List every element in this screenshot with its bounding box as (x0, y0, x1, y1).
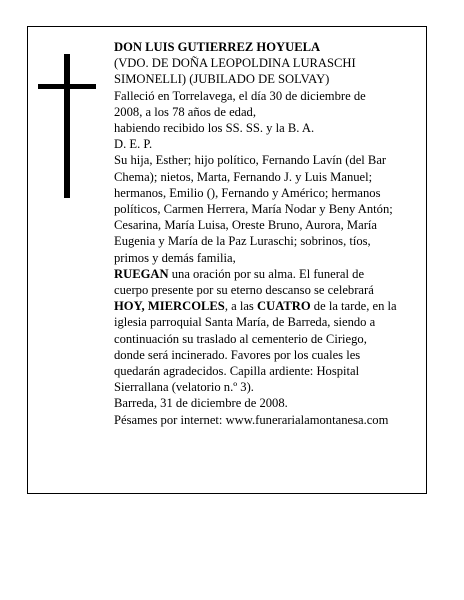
place-date-line: Barreda, 31 de diciembre de 2008. (114, 396, 288, 411)
notice-line: Falleció en Torrelavega, el día 30 de diciembre de (114, 88, 366, 103)
funeral-hour: CUATRO (257, 299, 311, 314)
funeral-mid: , a las (224, 299, 257, 314)
condolences-website-line: Pésames por internet: www.funerarialamontanesa.com (114, 412, 389, 427)
notice-line: iglesia parroquial Santa María, de Barreda, siendo a (114, 315, 376, 330)
funeral-day: HOY, MIERCOLES (114, 299, 225, 314)
notice-line: hermanos, Emilio (), Fernando y Américo; hermanos (114, 185, 381, 200)
notice-line: SIMONELLI) (JUBILADO DE SOLVAY) (114, 72, 330, 87)
notice-line: D. E. P. (114, 137, 153, 152)
notice-line: cuerpo presente por su eterno descanso se celebrará (114, 283, 374, 298)
notice-line: Sierrallana (velatorio n.º 3). (114, 380, 254, 395)
notice-line: primos y demás familia, (114, 250, 236, 265)
notice-line: habiendo recibido los SS. SS. y la B. A. (114, 121, 315, 136)
notice-line: (VDO. DE DOÑA LEOPOLDINA LURASCHI (114, 56, 356, 71)
funeral-rest: de la tarde, en la (310, 299, 397, 314)
notice-line: Cesarina, María Luisa, Oreste Bruno, Aurora, María (114, 218, 377, 233)
notice-line: 2008, a los 78 años de edad, (114, 104, 256, 119)
ruegan-line (114, 266, 419, 282)
notice-line: quedarán agradecidos. Capilla ardiente: Hospital (114, 364, 360, 379)
notice-line: Su hija, Esther; hijo político, Fernando Lavín (del Bar (114, 153, 387, 168)
deceased-name: DON LUIS GUTIERREZ HOYUELA (114, 40, 321, 54)
obituary-text (114, 39, 419, 428)
notice-line: Chema); nietos, Marta, Fernando J. y Luis Manuel; (114, 169, 373, 184)
notice-line: continuación su traslado al cementerio de Ciriego, (114, 331, 367, 346)
notice-line: donde será incinerado. Favores por los cuales les (114, 347, 361, 362)
cross-icon-vertical-bar (64, 54, 70, 198)
cross-icon-horizontal-bar (38, 84, 96, 89)
ruegan-word: RUEGAN (114, 266, 169, 281)
notice-line: políticos, Carmen Herrera, María Nodar y Beny Antón; (114, 202, 393, 217)
funeral-time-line (114, 298, 419, 314)
ruegan-rest: una oración por su alma. El funeral de (168, 266, 365, 281)
notice-line: Eugenia y María de la Paz Luraschi; sobrinos, tíos, (114, 234, 371, 249)
